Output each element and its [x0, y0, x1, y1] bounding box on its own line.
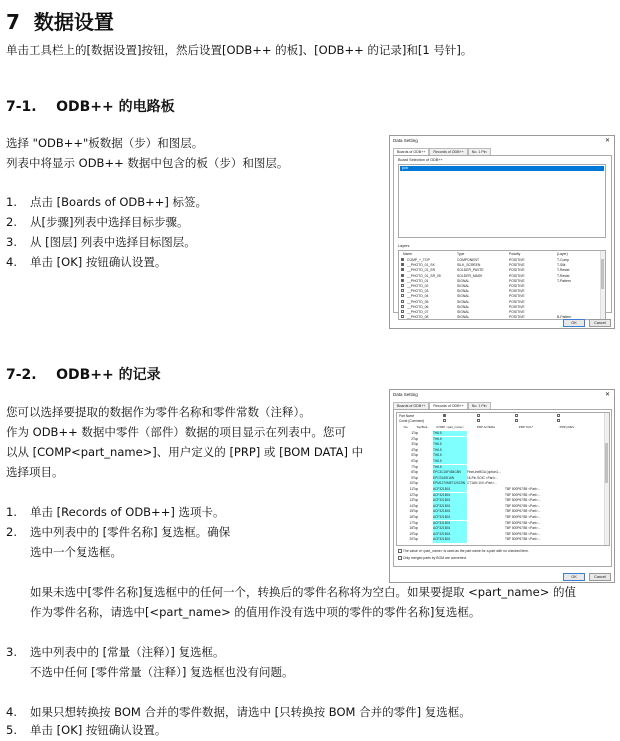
- section2-step-2: 2. 选中列表中的 [零件名称] 复选框。确保: [6, 525, 231, 539]
- grid-cell: TBF 500P67/55 <Part>...: [505, 498, 541, 503]
- grid-cell: Top: [413, 464, 419, 469]
- grid-cell: 1: [411, 431, 413, 435]
- layers-label: Layers: [398, 244, 410, 248]
- layer-cell: POSITIVE: [509, 289, 525, 294]
- grid-cell: Top: [413, 537, 419, 542]
- grid-cell: TBF 500P67/55 <Part>...: [505, 526, 541, 531]
- grid-cell: EPCS16SI16N: [433, 476, 467, 481]
- layer-cell: SILK_SCREEN: [457, 263, 481, 268]
- section1-heading: 7-1. ODB++ 的电路板: [6, 99, 175, 115]
- section1-para-1: 选择 "ODB++"板数据（步）和图层。: [6, 136, 204, 150]
- grid-cell: [505, 459, 547, 464]
- layer-cell: __PHOTO_01_SK: [407, 263, 435, 268]
- grid-cell: ACF321B01: [433, 498, 467, 503]
- grid-cell: Top: [413, 492, 419, 497]
- boards-dialog: [389, 135, 615, 329]
- part-name-checkbox[interactable]: [477, 414, 480, 417]
- grid-cell: 7: [411, 464, 413, 469]
- grid-cell: 14: [409, 503, 413, 508]
- layer-checkbox[interactable]: [401, 289, 404, 292]
- layer-cell: POSITIVE: [509, 278, 525, 283]
- part-name-row-label: Part Name: [399, 414, 415, 418]
- grid-column-header: COMP <part_name>: [436, 425, 464, 429]
- layer-cell: __PHOTO_01_SR: [407, 268, 436, 273]
- grid-cell: [467, 453, 505, 458]
- grid-cell: 15: [409, 509, 413, 514]
- layer-cell: POSITIVE: [509, 310, 525, 314]
- grid-cell: [505, 453, 547, 458]
- layer-checkbox[interactable]: [401, 263, 404, 266]
- grid-cell: ACF321B01: [433, 537, 467, 542]
- note-line-2: 作为零件名称，请选中[<part_name> 的值用作没有选中项的零件的零件名称]复选框。: [30, 605, 481, 619]
- layer-cell: SIGNAL: [457, 294, 470, 299]
- cancel-button[interactable]: Cancel: [589, 573, 611, 581]
- grid-cell: [467, 521, 505, 526]
- grid-cell: [467, 498, 505, 503]
- layer-header: Name Type Polarity (Layer): [403, 252, 568, 256]
- grid-cell: [505, 442, 547, 447]
- layer-cell: __PHOTO_01: [407, 278, 429, 283]
- intro-text: 单击工具栏上的[数据设置]按钮，然后设置[ODB++ 的板]、[ODB++ 的记录]和[1 号针]。: [6, 43, 473, 57]
- opt-part-name[interactable]: The value of <part_name> is used as the part name for a part with no checked item.: [398, 549, 529, 553]
- layer-checkbox[interactable]: [401, 310, 404, 313]
- layer-checkbox[interactable]: [401, 274, 404, 277]
- grid-cell: ACF321B01: [433, 504, 467, 509]
- grid-cell: [467, 487, 505, 492]
- tab-boards[interactable]: Boards of ODB++: [393, 148, 429, 155]
- grid-cell: TBF 500P67/55 <Part>...: [505, 515, 541, 519]
- grid-cell: [467, 448, 505, 453]
- grid-cell: Top: [413, 503, 419, 508]
- grid-cell: [505, 431, 547, 436]
- dialog-title: Data Setting: [393, 138, 418, 143]
- grid-cell: 11: [409, 487, 413, 491]
- grid-cell: [467, 493, 505, 498]
- layer-cell: B-Pattern: [557, 315, 572, 320]
- grid-cell: TH6.5: [433, 465, 467, 470]
- grid-cell: 16: [409, 515, 413, 519]
- grid-cell: Top: [413, 520, 419, 525]
- step-item[interactable]: pcb: [400, 166, 604, 171]
- layer-cell: __PHOTO_07: [407, 310, 429, 314]
- grid-cell: 9: [411, 475, 413, 480]
- grid-cell: TBF 500P67/55 <Part>...: [505, 503, 541, 508]
- grid-cell: Top: [413, 487, 419, 491]
- grid-cell: [505, 448, 547, 453]
- records-grid[interactable]: [396, 412, 610, 546]
- grid-cell: ACF321B01: [433, 493, 467, 498]
- layer-cell: SIGNAL: [457, 304, 470, 309]
- layer-cell: POSITIVE: [509, 315, 525, 320]
- grid-cell: Top: [413, 515, 419, 519]
- grid-cell: Top: [413, 509, 419, 514]
- layer-cell: SIGNAL: [457, 289, 470, 294]
- grid-column-header: No.: [403, 425, 409, 429]
- page-title: 7 数据设置: [6, 10, 114, 34]
- grid-cell: Top: [413, 447, 419, 452]
- grid-cell: 16-Pin SOIC <Part>...: [467, 475, 499, 480]
- layer-checkbox[interactable]: [401, 315, 404, 318]
- grid-cell: TH6.5: [433, 459, 467, 464]
- grid-cell: 2: [411, 436, 413, 441]
- grid-cell: Top: [413, 453, 419, 458]
- grid-cell: CT1AN 104 <Part>...: [467, 481, 497, 486]
- grid-cell: Top: [413, 531, 419, 536]
- tab-pin1[interactable]: No. 1 Pin: [468, 402, 491, 409]
- grid-column-header: PRP pDEV: [559, 425, 575, 429]
- part-name-checkbox[interactable]: [557, 414, 560, 417]
- grid-cell: TBF 500P67/55 <Part>...: [505, 487, 541, 491]
- grid-cell: [467, 459, 505, 464]
- grid-cell: [467, 537, 505, 542]
- layer-cell: SIGNAL: [457, 310, 470, 314]
- grid-cell: Top: [413, 436, 419, 441]
- grid-column-header: PRP %%-*: [518, 425, 534, 429]
- grid-cell: ACF321B01: [433, 487, 467, 492]
- layer-cell: __PHOTO_03: [407, 289, 429, 294]
- layer-cell: POSITIVE: [509, 299, 525, 304]
- grid-cell: [467, 465, 505, 470]
- tab-records[interactable]: Records of ODB++: [429, 402, 467, 409]
- layer-cell: __PHOTO_04: [407, 294, 429, 299]
- section2-step-1: 1. 单击 [Records of ODB++] 选项卡。: [6, 505, 225, 519]
- grid-cell: 13: [409, 498, 413, 503]
- grid-cell: [505, 465, 547, 470]
- grid-cell: [505, 481, 547, 486]
- grid-cell: 8: [411, 470, 413, 475]
- grid-cell: Top: [413, 459, 419, 463]
- grid-cell: TH6.5: [433, 448, 467, 453]
- tab-records[interactable]: Records of ODB++: [429, 148, 467, 155]
- ok-button[interactable]: OK: [563, 319, 585, 327]
- layer-cell: SIGNAL: [457, 284, 470, 288]
- grid-column-header: PRP ALTERA: [476, 425, 496, 429]
- grid-cell: TBF 500P67/55 <Part>...: [505, 492, 541, 497]
- grid-cell: Top: [413, 481, 419, 486]
- grid-cell: Top: [413, 442, 419, 447]
- layer-checkbox[interactable]: [401, 284, 404, 287]
- grid-cell: [467, 504, 505, 509]
- const-checkbox[interactable]: [443, 419, 446, 422]
- grid-scrollbar[interactable]: [604, 413, 609, 545]
- grid-cell: TH6.5: [433, 437, 467, 442]
- grid-cell: 19: [409, 531, 413, 536]
- layer-cell: T-Resist: [557, 273, 570, 278]
- grid-cell: EPM1270M5T120C5N: [433, 481, 466, 486]
- grid-cell: 12: [409, 492, 413, 497]
- grid-cell: Top: [413, 470, 419, 475]
- layer-cell: SIGNAL: [457, 299, 470, 304]
- layer-cell: T-Silk: [557, 263, 566, 268]
- layer-cell: POSITIVE: [509, 284, 525, 288]
- grid-cell: ACF321B01: [433, 526, 467, 531]
- section2-para-1: 您可以选择要提取的数据作为零件名称和零件常数（注释）。: [6, 405, 311, 419]
- const-checkbox[interactable]: [557, 419, 560, 422]
- layer-cell: POSITIVE: [509, 258, 525, 262]
- grid-cell: TBF 500P67/55 <Part>...: [505, 531, 541, 536]
- section1-step-3: 3. 从 [图层] 列表中选择目标图层。: [6, 235, 196, 249]
- layer-cell: POSITIVE: [509, 263, 525, 268]
- const-checkbox[interactable]: [515, 419, 518, 422]
- layer-cell: COMP_+_TOP: [407, 258, 430, 262]
- grid-cell: [467, 431, 505, 436]
- grid-cell: Top: [413, 498, 419, 503]
- grid-cell: [467, 509, 505, 514]
- layer-cell: COMPONENT: [457, 258, 480, 262]
- grid-cell: Top: [413, 475, 419, 480]
- ok-button[interactable]: OK: [563, 573, 585, 581]
- layer-cell: POSITIVE: [509, 268, 525, 273]
- close-icon[interactable]: ✕: [604, 392, 610, 398]
- const-checkbox[interactable]: [477, 419, 480, 422]
- const-row-label: Const (Comment): [399, 419, 425, 423]
- close-icon[interactable]: ✕: [604, 138, 610, 144]
- dialog-title: Data Setting: [393, 392, 418, 397]
- grid-column-header: Top/Bott...: [416, 425, 430, 429]
- tab-panel: [393, 155, 612, 320]
- layer-scrollbar[interactable]: [600, 251, 605, 319]
- grid-cell: 6: [411, 459, 413, 463]
- layer-checkbox[interactable]: [401, 258, 404, 261]
- grid-cell: ACF321B01: [433, 515, 467, 520]
- grid-cell: TBF 500P67/55 <Part>...: [505, 509, 541, 514]
- part-name-checkbox[interactable]: [443, 414, 446, 417]
- tab-pin1[interactable]: No. 1 Pin: [468, 148, 491, 155]
- grid-cell: [505, 470, 547, 475]
- grid-cell: 18: [409, 526, 413, 531]
- grid-cell: [505, 476, 547, 481]
- grid-cell: TH6.5: [433, 431, 467, 436]
- section1-para-2: 列表中将显示 ODB++ 数据中包含的板（步）和图层。: [6, 156, 289, 170]
- step-label: Board Selection of ODB++: [398, 158, 443, 162]
- section2-para-2: 作为 ODB++ 数据中零件（部件）数据的项目显示在列表中。您可: [6, 425, 346, 439]
- grid-cell: [467, 532, 505, 537]
- grid-cell: ACF321B01: [433, 521, 467, 526]
- layer-cell: POSITIVE: [509, 304, 525, 309]
- grid-cell: 20: [409, 537, 413, 542]
- layer-cell: SIGNAL: [457, 278, 470, 283]
- section2-step-4: 4. 如果只想转换按 BOM 合并的零件数据，请选中 [只转换按 BOM 合并的零件] 复选框。: [6, 705, 471, 719]
- grid-cell: [467, 515, 505, 520]
- grid-cell: Top: [413, 431, 419, 435]
- part-name-checkbox[interactable]: [515, 414, 518, 417]
- grid-cell: [467, 437, 505, 442]
- section1-step-1: 1. 点击 [Boards of ODB++] 标签。: [6, 195, 208, 209]
- section1-step-2: 2. 从[步骤]列表中选择目标步骤。: [6, 215, 189, 229]
- grid-cell: ACF321B01: [433, 509, 467, 514]
- section2-para-4: 选择项目。: [6, 465, 64, 479]
- layer-cell: POSITIVE: [509, 294, 525, 299]
- grid-cell: ACF321B01: [433, 532, 467, 537]
- grid-cell: [467, 442, 505, 447]
- layer-cell: SOLDER_MASK: [457, 273, 483, 278]
- grid-cell: EPC3C16F484C8N: [433, 470, 467, 475]
- grid-cell: 4: [411, 447, 413, 452]
- layer-list[interactable]: [398, 250, 606, 320]
- layer-cell: __PHOTO_06: [407, 304, 429, 309]
- records-dialog: [389, 389, 615, 583]
- layer-checkbox[interactable]: [401, 294, 404, 297]
- layer-cell: __PHOTO_02: [407, 284, 429, 288]
- tab-boards[interactable]: Boards of ODB++: [393, 402, 429, 409]
- layer-cell: T-Pattern: [557, 278, 571, 283]
- section2-step-3: 3. 选中列表中的 [常量（注释）] 复选框。: [6, 645, 225, 659]
- grid-cell: 3: [411, 442, 413, 447]
- grid-cell: 10: [409, 481, 413, 486]
- layer-cell: T-Resist: [557, 268, 570, 273]
- layer-cell: POSITIVE: [509, 273, 525, 278]
- layer-cell: __PHOTO_08: [407, 315, 429, 320]
- layer-cell: SIGNAL: [457, 315, 470, 320]
- grid-cell: FineLineBGA (option1...: [467, 470, 501, 475]
- grid-cell: TH6.5: [433, 442, 467, 447]
- grid-cell: 17: [409, 520, 413, 525]
- cancel-button[interactable]: Cancel: [589, 319, 611, 327]
- section2-step-3-cont: 不选中任何 [零件常量（注释）] 复选框也没有问题。: [30, 665, 294, 679]
- grid-cell: 5: [411, 453, 413, 458]
- section2-heading: 7-2. ODB++ 的记录: [6, 367, 161, 383]
- grid-cell: [505, 437, 547, 442]
- layer-checkbox[interactable]: [401, 305, 404, 308]
- layer-cell: __PHOTO_01_SR_09: [407, 273, 441, 278]
- section2-para-3: 以从 [COMP<part_name>]、用户定义的 [PRP] 或 [BOM DATA] 中: [6, 445, 364, 459]
- grid-cell: TBF 500P67/55 <Part>...: [505, 537, 541, 542]
- section1-step-4: 4. 单击 [OK] 按钮确认设置。: [6, 255, 167, 269]
- opt-bom-only[interactable]: Only merged parts by BOM are converted.: [398, 556, 467, 560]
- grid-cell: [467, 526, 505, 531]
- layer-checkbox[interactable]: [401, 279, 404, 282]
- grid-cell: TH6.5: [433, 453, 467, 458]
- note-line-1: 如果未选中[零件名称]复选框中的任何一个，转换后的零件名称将为空白。如果要提取 <part_name> 的值: [30, 585, 576, 599]
- layer-cell: T-Comp: [557, 258, 570, 262]
- section2-step-2-cont: 选中一个复选框。: [30, 545, 122, 559]
- step-list[interactable]: [398, 164, 606, 238]
- section2-step-5: 5. 单击 [OK] 按钮确认设置。: [6, 723, 167, 737]
- layer-checkbox[interactable]: [401, 300, 404, 303]
- layer-checkbox[interactable]: [401, 268, 404, 271]
- grid-cell: Top: [413, 526, 419, 531]
- layer-cell: SOLDER_PASTE: [457, 268, 484, 273]
- layer-cell: __PHOTO_05: [407, 299, 429, 304]
- tab-panel: [393, 409, 612, 567]
- grid-cell: TBF 500P67/55 <Part>...: [505, 520, 541, 525]
